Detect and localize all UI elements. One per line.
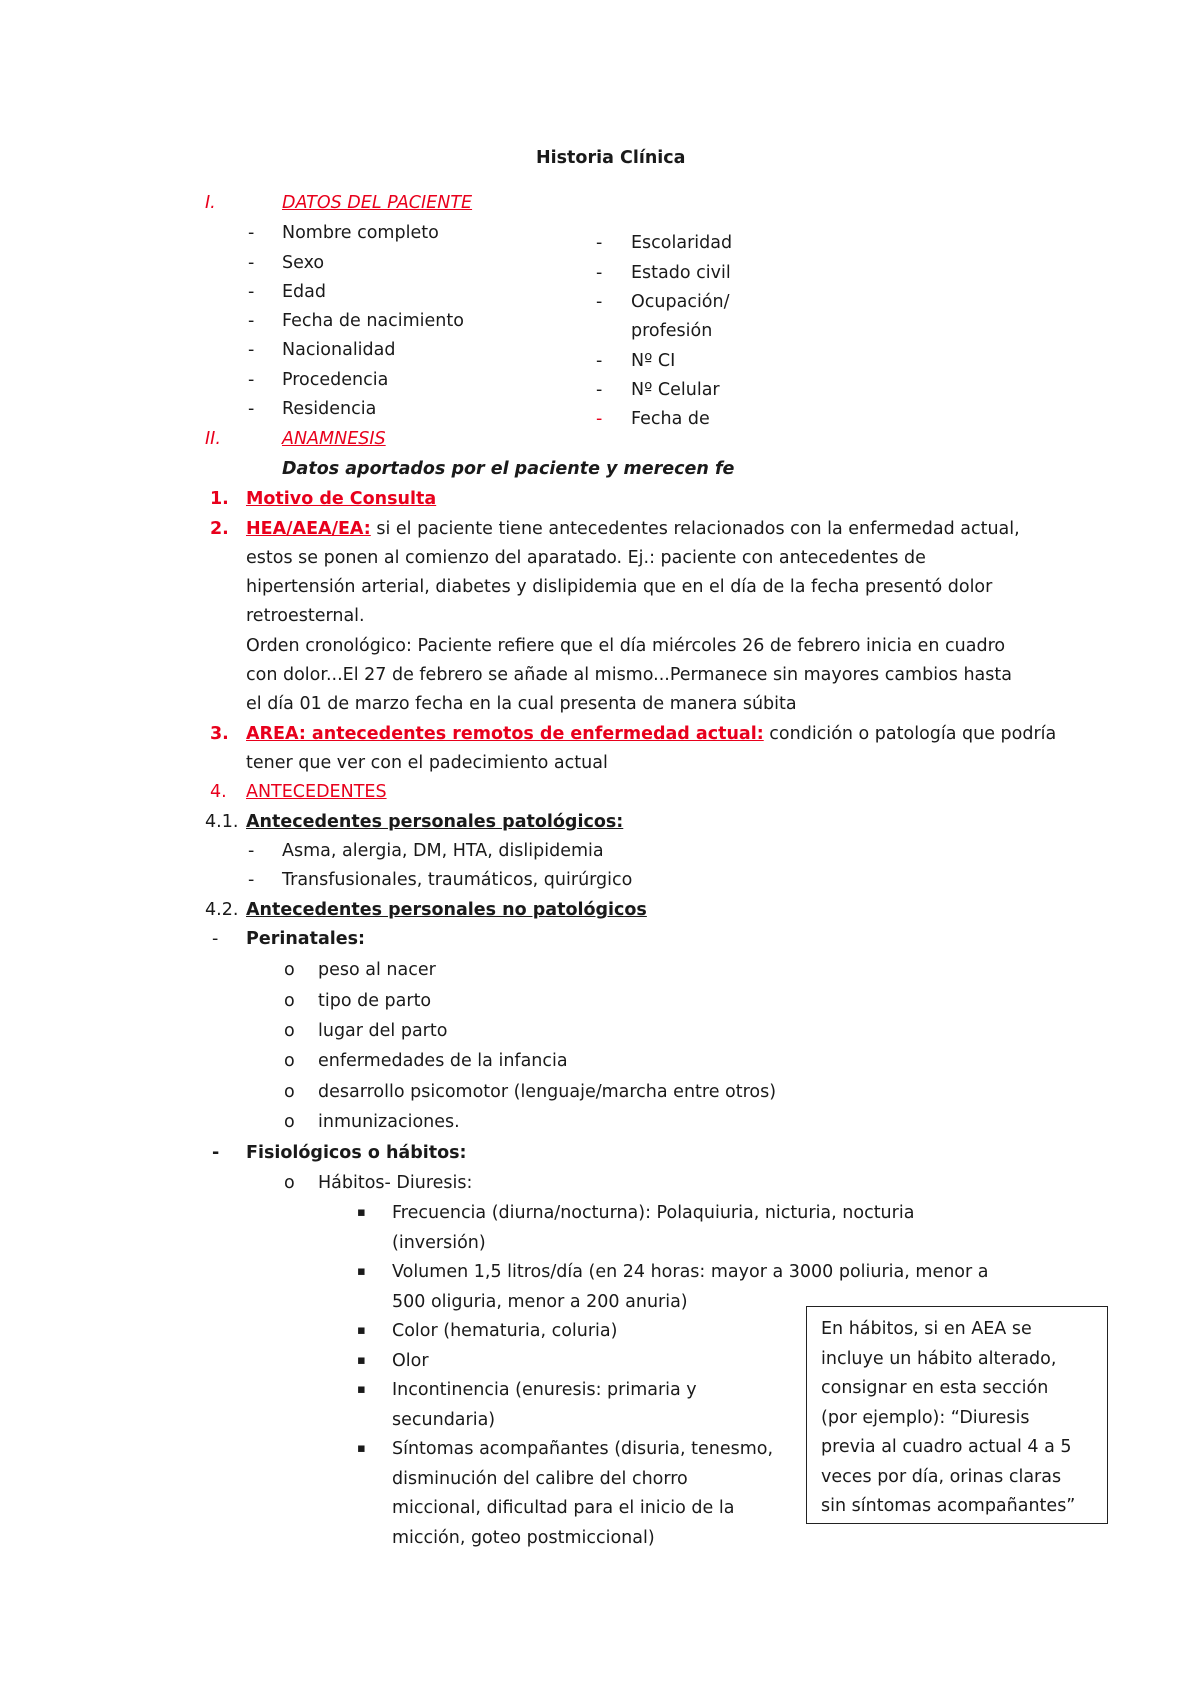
paragraph-line: con dolor...El 27 de febrero se añade al mismo...Permanece sin mayores cambios hasta — [246, 665, 1012, 685]
square-bullet: ▪ — [357, 1264, 366, 1279]
list-dash: - — [212, 1143, 220, 1163]
list-dash: - — [596, 380, 603, 400]
list-dash: - — [248, 370, 255, 390]
item-heading-hea: HEA/AEA/EA: — [246, 519, 371, 539]
list-item: Volumen 1,5 litros/día (en 24 horas: mayor a 3000 poliuria, menor a — [392, 1262, 989, 1282]
item-heading-area: AREA: antecedentes remotos de enfermedad actual: — [246, 724, 764, 744]
item-number: 4. — [210, 782, 227, 802]
list-bullet: o — [284, 1112, 295, 1132]
list-item: Ocupación/ — [631, 292, 730, 312]
paragraph-line: Orden cronológico: Paciente refiere que el día miércoles 26 de febrero inicia en cuadro — [246, 636, 1006, 656]
note-line: consignar en esta sección — [821, 1378, 1049, 1398]
item-number: 2. — [210, 519, 229, 539]
item-paragraph-area — [246, 722, 1056, 746]
list-item: tipo de parto — [318, 991, 432, 1011]
list-item: Residencia — [282, 399, 377, 419]
list-item: Fecha de nacimiento — [282, 311, 464, 331]
list-item: Escolaridad — [631, 233, 733, 253]
note-line: previa al cuadro actual 4 a 5 — [821, 1437, 1072, 1457]
list-dash: - — [596, 409, 603, 429]
list-dash: - — [248, 282, 255, 302]
list-dash: - — [248, 253, 255, 273]
list-item: Edad — [282, 282, 326, 302]
list-dash: - — [248, 223, 255, 243]
list-dash: - — [596, 292, 603, 312]
list-bullet: o — [284, 960, 295, 980]
list-item: Nacionalidad — [282, 340, 396, 360]
item-heading-antecedentes: ANTECEDENTES — [246, 782, 387, 802]
list-item: Síntomas acompañantes (disuria, tenesmo, — [392, 1439, 774, 1459]
section-number: I. — [205, 193, 216, 213]
note-box — [806, 1306, 1108, 1524]
list-item-continuation: 500 oliguria, menor a 200 anuria) — [392, 1292, 688, 1312]
item-number: 4.2. — [205, 900, 239, 920]
paragraph-line: condición o patología que podría — [763, 724, 1057, 744]
list-item-continuation: miccional, dificultad para el inicio de la — [392, 1498, 735, 1518]
list-dash: - — [248, 870, 255, 890]
list-dash: - — [248, 399, 255, 419]
list-item: Asma, alergia, DM, HTA, dislipidemia — [282, 841, 604, 861]
paragraph-line: tener que ver con el padecimiento actual — [246, 753, 608, 773]
list-item: Procedencia — [282, 370, 389, 390]
paragraph-line: el día 01 de marzo fecha en la cual presenta de manera súbita — [246, 694, 797, 714]
list-item: Nombre completo — [282, 223, 439, 243]
paragraph-line: si el paciente tiene antecedentes relacionados con la enfermedad actual, — [370, 519, 1020, 539]
list-item-continuation: profesión — [631, 321, 713, 341]
paragraph-line: hipertensión arterial, diabetes y dislipidemia que en el día de la fecha presentó dolor — [246, 577, 993, 597]
item-number: 1. — [210, 489, 229, 509]
list-dash: - — [248, 841, 255, 861]
perinatales-heading: Perinatales: — [246, 929, 366, 949]
list-bullet: o — [284, 1082, 295, 1102]
item-heading-no-patologicos: Antecedentes personales no patológicos — [246, 900, 647, 920]
list-item-continuation: micción, goteo postmiccional) — [392, 1528, 655, 1548]
list-item: peso al nacer — [318, 960, 436, 980]
list-item-continuation: disminución del calibre del chorro — [392, 1469, 688, 1489]
square-bullet: ▪ — [357, 1353, 366, 1368]
note-line: En hábitos, si en AEA se — [821, 1319, 1032, 1339]
list-dash: - — [248, 340, 255, 360]
item-paragraph-hea — [246, 517, 1020, 541]
list-item: Sexo — [282, 253, 325, 273]
section-number: II. — [205, 429, 221, 449]
list-item: Nº Celular — [631, 380, 720, 400]
paragraph-line: estos se ponen al comienzo del aparatado. Ej.: paciente con antecedentes de — [246, 548, 926, 568]
item-heading-motivo: Motivo de Consulta — [246, 489, 437, 509]
item-number: 3. — [210, 724, 229, 744]
list-item: Estado civil — [631, 263, 731, 283]
section-subtitle: Datos aportados por el paciente y merecen fe — [282, 459, 735, 479]
list-item: enfermedades de la infancia — [318, 1051, 568, 1071]
list-bullet: o — [284, 1173, 295, 1193]
list-dash: - — [596, 351, 603, 371]
list-dash: - — [212, 929, 219, 949]
square-bullet: ▪ — [357, 1382, 366, 1397]
paragraph-line: retroesternal. — [246, 606, 365, 626]
list-item: Color (hematuria, coluria) — [392, 1321, 618, 1341]
item-heading-patologicos: Antecedentes personales patológicos: — [246, 812, 624, 832]
list-item: Incontinencia (enuresis: primaria y — [392, 1380, 697, 1400]
list-dash: - — [248, 311, 255, 331]
list-bullet: o — [284, 991, 295, 1011]
square-bullet: ▪ — [357, 1205, 366, 1220]
note-line: incluye un hábito alterado, — [821, 1348, 1057, 1369]
note-line: veces por día, orinas claras — [821, 1466, 1062, 1487]
fisiologicos-heading: Fisiológicos o hábitos: — [246, 1143, 467, 1163]
list-item: Olor — [392, 1351, 429, 1371]
list-item-continuation: secundaria) — [392, 1410, 496, 1430]
item-number: 4.1. — [205, 812, 239, 832]
list-item: lugar del parto — [318, 1021, 448, 1041]
note-line: (por ejemplo): “Diuresis — [821, 1407, 1030, 1428]
document-title: Historia Clínica — [536, 148, 686, 168]
list-item-continuation: (inversión) — [392, 1233, 486, 1253]
list-item: Hábitos- Diuresis: — [318, 1173, 473, 1193]
list-bullet: o — [284, 1051, 295, 1071]
list-dash: - — [596, 233, 603, 253]
note-line: sin síntomas acompañantes” — [821, 1496, 1076, 1516]
list-bullet: o — [284, 1021, 295, 1041]
section-heading-anamnesis: ANAMNESIS — [282, 429, 386, 449]
list-item: Nº CI — [631, 351, 676, 371]
list-item: inmunizaciones. — [318, 1112, 460, 1132]
square-bullet: ▪ — [357, 1441, 366, 1456]
list-item: Frecuencia (diurna/nocturna): Polaquiuria, nicturia, nocturia — [392, 1203, 915, 1223]
list-dash: - — [596, 263, 603, 283]
square-bullet: ▪ — [357, 1323, 366, 1338]
list-item: desarrollo psicomotor (lenguaje/marcha entre otros) — [318, 1082, 777, 1102]
section-heading-datos: DATOS DEL PACIENTE — [282, 193, 473, 213]
list-item: Transfusionales, traumáticos, quirúrgico — [282, 870, 633, 890]
list-item: Fecha de — [631, 409, 710, 429]
